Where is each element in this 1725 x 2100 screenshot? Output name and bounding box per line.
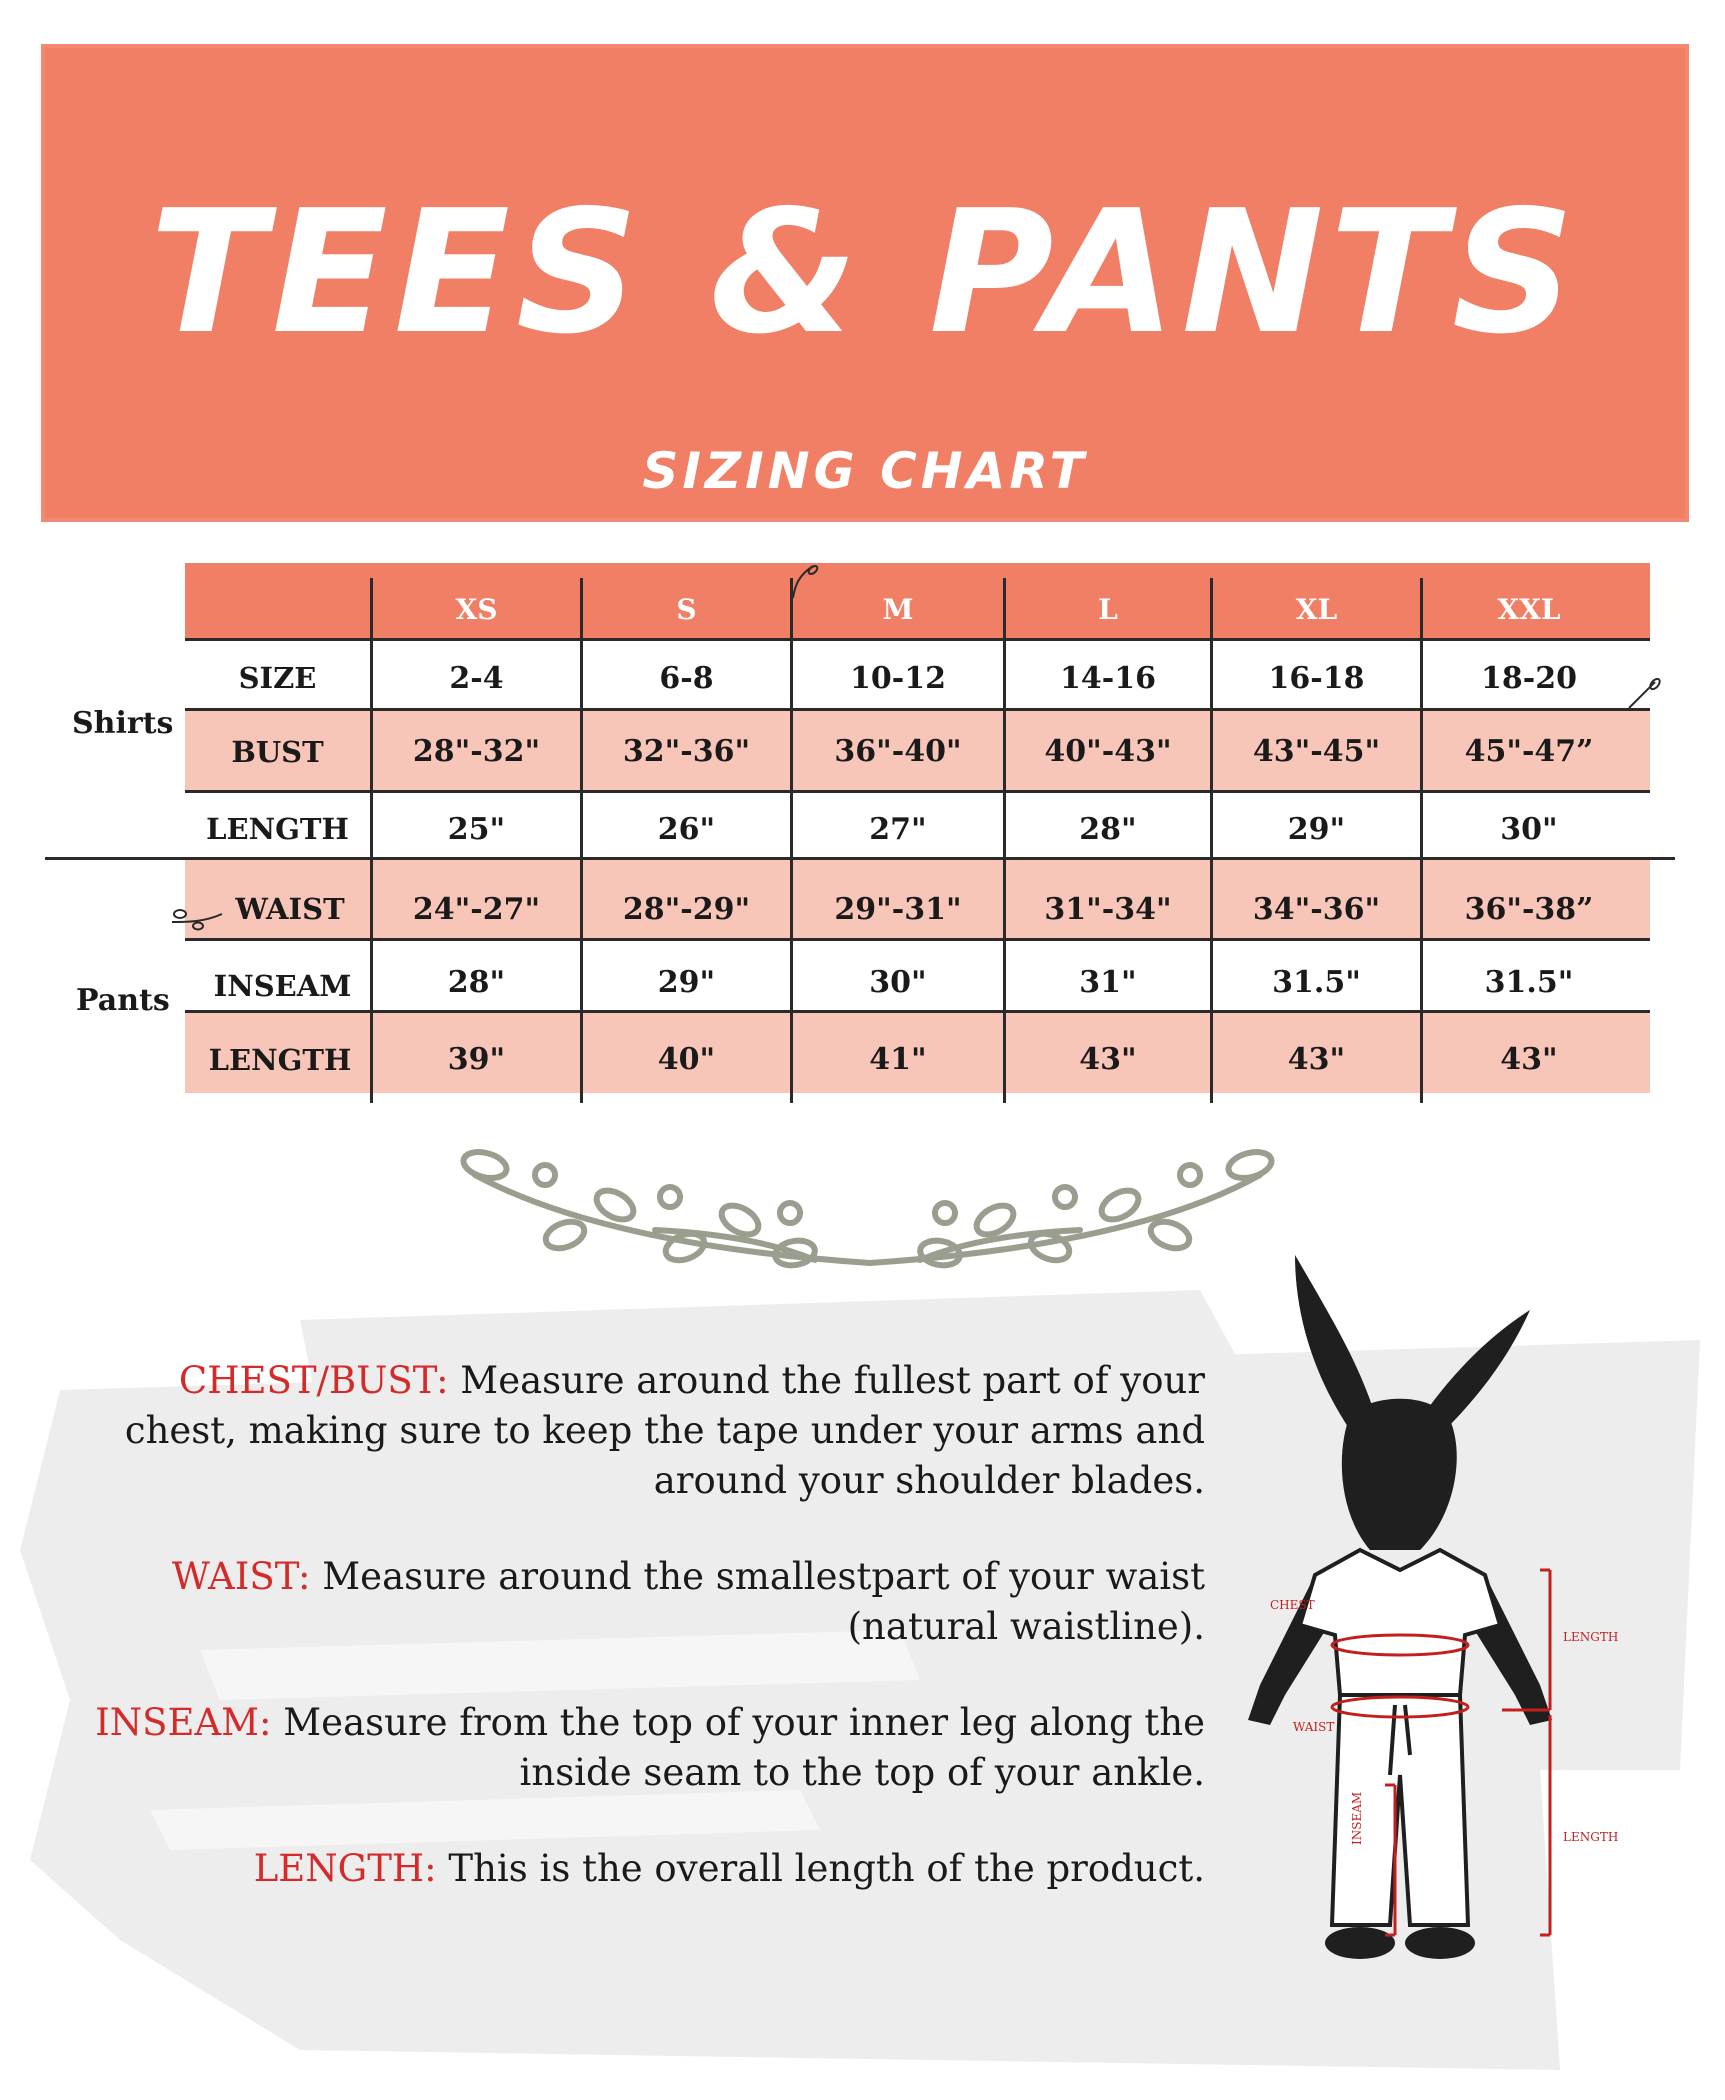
- figure-label-chest: CHEST: [1270, 1598, 1315, 1612]
- row-label-size: SIZE: [238, 661, 317, 695]
- table-cell: 14-16: [1060, 661, 1156, 696]
- table-cell: 31"-34": [1044, 892, 1172, 927]
- table-cell: 36"-38”: [1464, 892, 1594, 927]
- leaf-sprig-icon: [1625, 672, 1665, 712]
- table-cell: 45"-47”: [1464, 734, 1594, 769]
- rule: [185, 708, 1650, 711]
- table-cell: 34"-36": [1252, 892, 1381, 927]
- bunny-measurement-figure: [1240, 1255, 1580, 1975]
- col-header-xxl: XXL: [1497, 593, 1561, 626]
- pants-group-label: Pants: [76, 983, 170, 1018]
- col-header-l: L: [1098, 593, 1118, 626]
- table-cell: 40"-43": [1044, 734, 1172, 769]
- table-cell: 25": [447, 812, 506, 847]
- definition-term: LENGTH:: [253, 1847, 437, 1890]
- definition-term: WAIST:: [171, 1555, 311, 1598]
- table-cell: 36"-40": [834, 734, 962, 769]
- table-cell: 26": [657, 812, 716, 847]
- table-cell: 39": [447, 1042, 506, 1077]
- definition-chest-bust: [60, 1356, 1205, 1506]
- row-label-inseam: INSEAM: [213, 969, 352, 1003]
- banner-title: TEES & PANTS: [149, 174, 1581, 372]
- row-label-pants-length: LENGTH: [208, 1043, 352, 1077]
- table-cell: 31.5": [1272, 965, 1361, 1000]
- table-cell: 30": [869, 965, 927, 1000]
- bunny-head: [1342, 1399, 1457, 1550]
- table-cell: 16-18: [1268, 661, 1365, 696]
- definition-length: [60, 1844, 1205, 1894]
- rule: [185, 938, 1650, 941]
- rule: [185, 638, 1650, 641]
- definition-text: This is the overall length of the product.: [436, 1847, 1205, 1890]
- table-cell: 29": [657, 965, 716, 1000]
- table-cell: 43": [1287, 1042, 1346, 1077]
- table-cell: 28"-32": [412, 734, 541, 769]
- definition-inseam: [60, 1698, 1205, 1798]
- table-cell: 32"-36": [622, 734, 751, 769]
- row-label-shirt-length: LENGTH: [206, 812, 349, 846]
- figure-label-length-bottom: LENGTH: [1563, 1830, 1619, 1844]
- definition-text: Measure around the fullest part of your chest, making sure to keep the tape under your arms and around your shoulder blades.: [124, 1359, 1205, 1502]
- bunny-shirt: [1300, 1550, 1500, 1695]
- figure-label-waist: WAIST: [1293, 1720, 1335, 1734]
- row-label-waist: WAIST: [235, 892, 345, 926]
- table-cell: 10-12: [850, 661, 946, 696]
- table-cell: 31.5": [1484, 965, 1574, 1000]
- definition-term: INSEAM:: [95, 1701, 272, 1744]
- col-header-s: S: [676, 593, 697, 626]
- definition-waist: [60, 1552, 1205, 1652]
- figure-label-length-top: LENGTH: [1563, 1630, 1619, 1644]
- rule: [185, 1010, 1650, 1013]
- definition-text: Measure around the smallestpart of your waist (natural waistline).: [310, 1555, 1205, 1648]
- table-cell: 28": [447, 965, 506, 1000]
- table-cell: 31": [1079, 965, 1137, 1000]
- shirts-group-label: Shirts: [72, 706, 174, 741]
- table-cell: 6-8: [659, 661, 714, 696]
- col-header-xl: XL: [1295, 593, 1338, 626]
- table-cell: 28": [1079, 812, 1137, 847]
- table-cell: 40": [657, 1042, 716, 1077]
- measurement-definitions: [60, 1356, 1205, 1940]
- table-cell: 43": [1500, 1042, 1558, 1077]
- table-cell: 43": [1079, 1042, 1137, 1077]
- table-cell: 28"-29": [622, 892, 751, 927]
- table-cell: 30": [1500, 812, 1558, 847]
- definition-text: Measure from the top of your inner leg along the inside seam to the top of your ankle.: [271, 1701, 1205, 1794]
- definition-term: CHEST/BUST:: [178, 1359, 449, 1402]
- table-cell: 29": [1287, 812, 1346, 847]
- leaf-sprig-icon: [168, 900, 224, 934]
- figure-label-inseam: INSEAM: [1350, 1791, 1364, 1845]
- table-cell: 18-20: [1481, 661, 1577, 696]
- rule: [185, 790, 1650, 793]
- banner-subtitle: SIZING CHART: [642, 442, 1088, 500]
- table-cell: 27": [869, 812, 927, 847]
- table-cell: 41": [869, 1042, 927, 1077]
- group-divider: [45, 857, 1675, 860]
- col-header-m: M: [882, 593, 914, 626]
- table-cell: 24"-27": [412, 892, 541, 927]
- table-cell: 2-4: [449, 661, 504, 696]
- table-cell: 43"-45": [1252, 734, 1381, 769]
- row-label-bust: BUST: [231, 735, 324, 769]
- bunny-ear-left: [1295, 1255, 1375, 1430]
- leaf-sprig-icon: [785, 560, 825, 600]
- col-header-xs: XS: [455, 593, 498, 626]
- table-cell: 29"-31": [834, 892, 962, 927]
